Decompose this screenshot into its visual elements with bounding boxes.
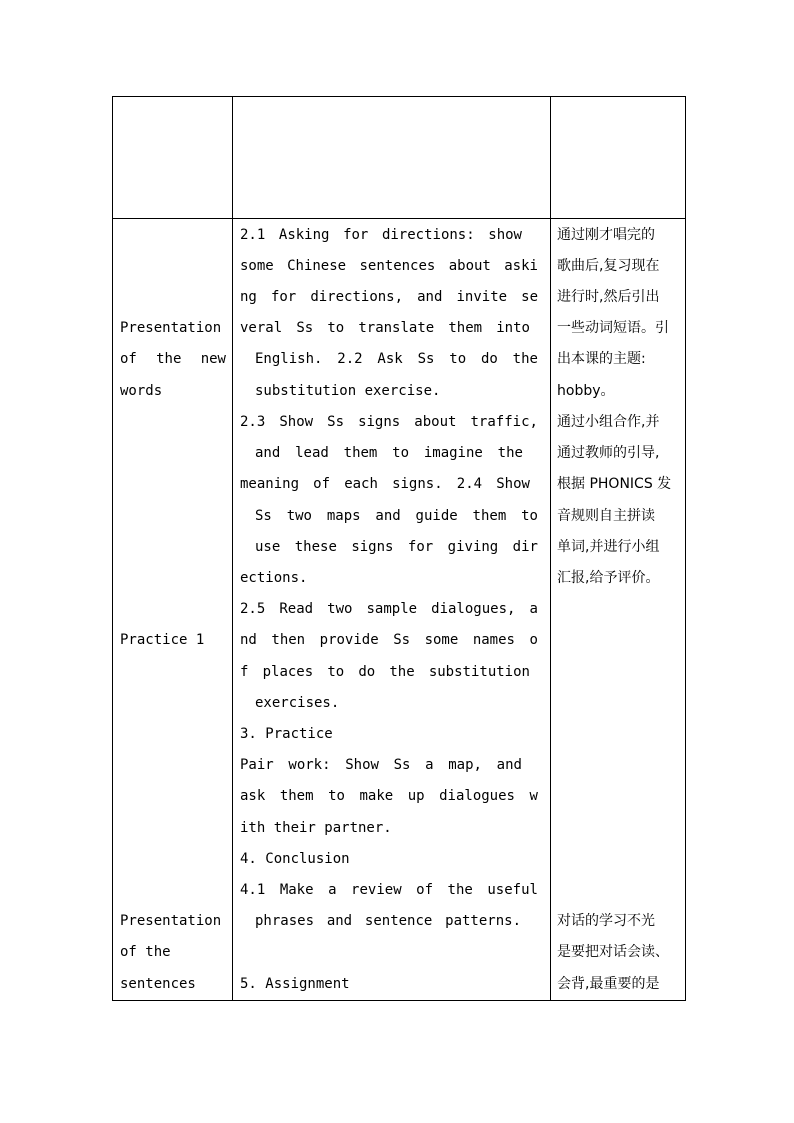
note-line: hobby。 [557,383,615,399]
note-line: 一些动词短语。引 [557,320,669,336]
row-divider [112,218,686,219]
procedure-line: substitution exercise. [255,383,441,399]
note-line: 根据 PHONICS 发 [557,476,672,492]
note-line: 单词,并进行小组 [557,539,660,555]
column-divider-1 [232,96,233,1001]
stage-label: Presentation [120,913,222,929]
procedure-line: Pair work: Show Ss a map, and [240,757,522,773]
procedure-line: ng for directions, and invite se [240,289,538,305]
procedure-line: ith their partner. [240,820,392,836]
column-divider-2 [550,96,551,1001]
procedure-line: 4.1 Make a review of the useful [240,882,538,898]
procedure-line: nd then provide Ss some names o [240,632,538,648]
procedure-line: 2.5 Read two sample dialogues, a [240,601,538,617]
procedure-line: use these signs for giving dir [255,539,538,555]
note-line: 对话的学习不光 [557,913,655,929]
table-border-bottom [112,1000,686,1001]
note-line: 通过刚才唱完的 [557,227,655,243]
procedure-line: veral Ss to translate them into [240,320,530,336]
procedure-line: Ss two maps and guide them to [255,508,538,524]
procedure-line: English. 2.2 Ask Ss to do the [255,351,538,367]
note-line: 通过教师的引导, [557,445,660,461]
note-line: 歌曲后,复习现在 [557,258,660,274]
procedure-line: some Chinese sentences about aski [240,258,538,274]
procedure-line: f places to do the substitution [240,664,530,680]
table-border-right [685,96,686,1001]
note-line: 会背,最重要的是 [557,976,660,992]
note-line: 出本课的主题: [557,351,646,367]
stage-label: words [120,383,163,399]
stage-label: sentences [120,976,196,992]
procedure-heading: 5. Assignment [240,976,350,992]
procedure-line: exercises. [255,695,340,711]
table-border-left [112,96,113,1001]
note-line: 通过小组合作,并 [557,414,660,430]
table-border-top [112,96,686,97]
stage-label: Presentation [120,320,222,336]
procedure-line: meaning of each signs. 2.4 Show [240,476,530,492]
stage-label: of the new [120,351,226,367]
procedure-heading: 3. Practice [240,726,333,742]
note-line: 汇报,给予评价。 [557,570,660,586]
procedure-heading: 4. Conclusion [240,851,350,867]
stage-label-practice: Practice 1 [120,632,205,648]
procedure-line: 2.3 Show Ss signs about traffic, [240,414,538,430]
note-line: 进行时,然后引出 [557,289,660,305]
procedure-line: phrases and sentence patterns. [255,913,521,929]
procedure-line: ections. [240,570,308,586]
note-line: 是要把对话会读、 [557,944,669,960]
procedure-line: 2.1 Asking for directions: show [240,227,522,243]
note-line: 音规则自主拼读 [557,508,655,524]
stage-label: of the [120,944,171,960]
lesson-plan-table [112,96,686,1001]
procedure-line: ask them to make up dialogues w [240,788,538,804]
procedure-line: and lead them to imagine the [255,445,523,461]
